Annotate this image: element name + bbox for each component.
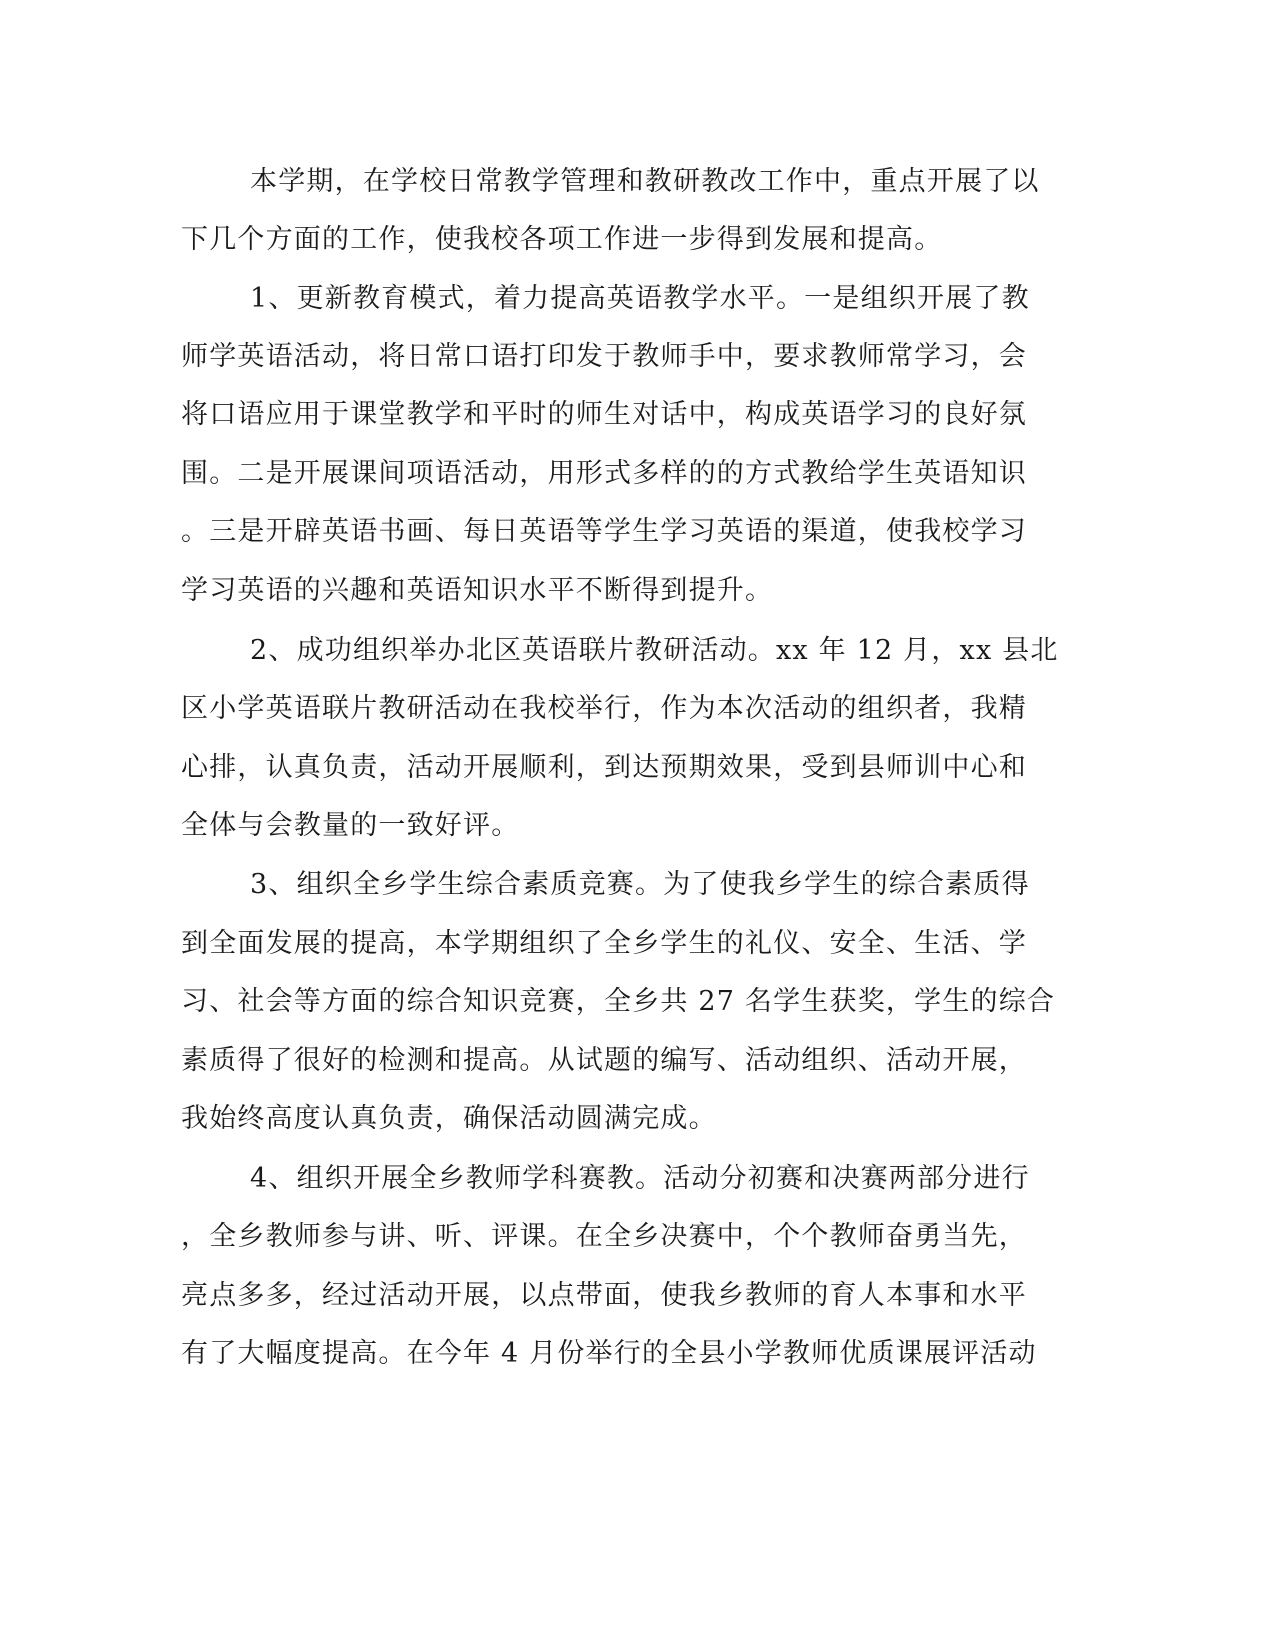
para5-line4: 有了大幅度提高。在今年 4 月份举行的全县小学教师优质课展评活动 (181, 1338, 1037, 1369)
para2-line4: 围。二是开展课间项语活动，用形式多样的的方式教给学生英语知识 (181, 458, 1027, 489)
para4-line4: 素质得了很好的检测和提高。从试题的编写、活动组织、活动开展， (181, 1045, 1027, 1076)
para4-line1: 3、组织全乡学生综合素质竞赛。为了使我乡学生的综合素质得 (250, 869, 1030, 900)
para1-line1: 本学期，在学校日常教学管理和教研教改工作中，重点开展了以 (250, 166, 1040, 197)
para5-line2: ，全乡教师参与讲、听、评课。在全乡决赛中，个个教师奋勇当先， (181, 1221, 1027, 1252)
para2-line3: 将口语应用于课堂教学和平时的师生对话中，构成英语学习的良好氛 (181, 399, 1027, 430)
para3-line4: 全体与会教量的一致好评。 (181, 810, 520, 841)
para4-line5: 我始终高度认真负责，确保活动圆满完成。 (181, 1103, 717, 1134)
para2-line6: 学习英语的兴趣和英语知识水平不断得到提升。 (181, 575, 774, 606)
para3-line3: 心排，认真负责，活动开展顺利，到达预期效果，受到县师训中心和 (181, 752, 1027, 783)
para3-line2: 区小学英语联片教研活动在我校举行，作为本次活动的组织者，我精 (181, 693, 1027, 724)
para2-line2: 师学英语活动，将日常口语打印发于教师手中，要求教师常学习，会 (181, 341, 1027, 372)
para4-line3: 习、社会等方面的综合知识竞赛，全乡共 27 名学生获奖，学生的综合 (181, 986, 1056, 1017)
para1-line2: 下几个方面的工作，使我校各项工作进一步得到发展和提高。 (181, 224, 943, 255)
para3-line1: 2、成功组织举办北区英语联片教研活动。xx 年 12 月，xx 县北 (250, 635, 1059, 666)
para5-line1: 4、组织开展全乡教师学科赛教。活动分初赛和决赛两部分进行 (250, 1163, 1030, 1194)
para4-line2: 到全面发展的提高，本学期组织了全乡学生的礼仪、安全、生活、学 (181, 928, 1027, 959)
para5-line3: 亮点多多，经过活动开展，以点带面，使我乡教师的育人本事和水平 (181, 1280, 1027, 1311)
para2-line1: 1、更新教育模式，着力提高英语教学水平。一是组织开展了教 (250, 283, 1030, 314)
para2-line5: 。三是开辟英语书画、每日英语等学生学习英语的渠道，使我校学习 (181, 516, 1027, 547)
